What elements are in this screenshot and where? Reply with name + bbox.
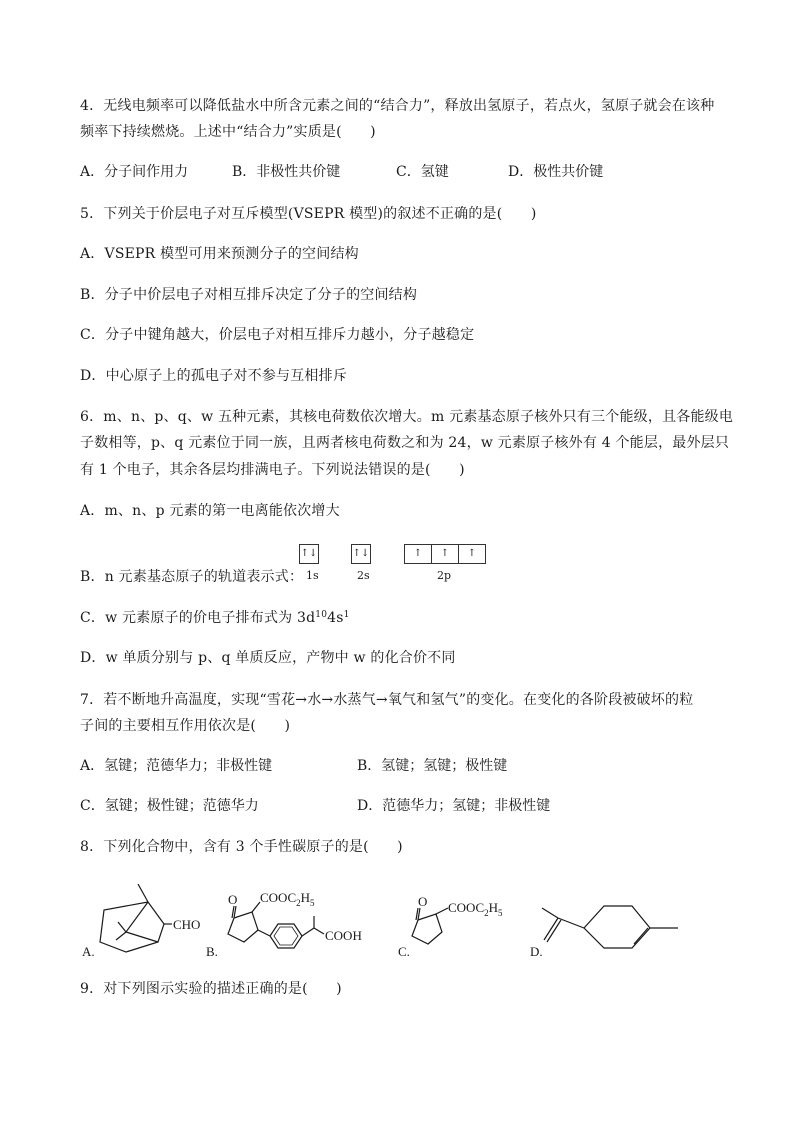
q4-option-a: A．分子间作用力	[80, 164, 189, 180]
structure-b	[204, 890, 394, 966]
q6-option-c-4s: 4s	[327, 610, 344, 626]
q6-option-a: A．m、n、p 元素的第一电离能依次增大	[80, 503, 340, 519]
q5-option-d: D．中心原子上的孤电子对不参与互相排斥	[80, 368, 348, 384]
orbital-cell: ↑↓	[300, 548, 318, 559]
orbital-cell: ↑	[432, 545, 459, 563]
orbital-2p-box	[404, 544, 486, 564]
q7-option-b: B．氢键；氢键；极性键	[357, 758, 508, 774]
q4-option-b: B．非极性共价键	[232, 164, 341, 180]
structure-b-cooh: COOH	[325, 928, 362, 943]
q6-stem-line3: 有 1 个电子，其余各层均排满电子。下列说法错误的是( )	[80, 462, 465, 478]
q6-option-c-sup1: 10	[315, 610, 328, 620]
structure-a	[78, 874, 208, 964]
structure-a-cho: CHO	[173, 917, 201, 932]
structure-d-label: D.	[530, 944, 543, 959]
q9-stem: 9．对下列图示实验的描述正确的是( )	[80, 981, 342, 997]
q6-option-c-sup2: 1	[343, 610, 350, 620]
structure-b-oxygen: O	[228, 892, 238, 907]
structure-b-label: B.	[206, 944, 218, 959]
q7-option-a: A．氢键；范德华力；非极性键	[80, 758, 273, 774]
q5-option-a: A．VSEPR 模型可用来预测分子的空间结构	[80, 246, 359, 262]
structure-c	[396, 894, 526, 966]
structure-d	[528, 900, 688, 966]
q6-option-b: B．n 元素基态原子的轨道表示式：	[80, 569, 304, 585]
structure-a-label: A.	[82, 944, 95, 959]
q6-stem-line2: 子数相等，p、q 元素位于同一族，且两者核电荷数之和为 24，w 元素原子核外有 4 个能层，最外层只	[80, 435, 730, 451]
orbital-cell: ↑↓	[352, 548, 370, 559]
q6-stem-line1: 6．m、n、p、q、w 五种元素，其核电荷数依次增大。m 元素基态原子核外只有三个能级，且各能级电	[80, 409, 734, 425]
q4-stem-line2: 频率下持续燃烧。上述中“结合力”实质是( )	[80, 124, 376, 140]
orbital-1s-label: 1s	[306, 569, 319, 582]
orbital-1s-box	[299, 544, 319, 564]
q7-stem-line1: 7．若不断地升高温度，实现“雪花→水→水蒸气→氧气和氢气”的变化。在变化的各阶段被破坏的粒	[80, 692, 694, 708]
q6-option-c	[80, 609, 350, 627]
orbital-cell: ↑	[405, 545, 432, 563]
q8-stem: 8．下列化合物中，含有 3 个手性碳原子的是( )	[80, 839, 403, 855]
orbital-cell: ↑	[467, 548, 477, 559]
q5-stem: 5．下列关于价层电子对互斥模型(VSEPR 模型)的叙述不正确的是( )	[80, 206, 537, 222]
q4-option-d: D．极性共价键	[508, 164, 604, 180]
q7-option-c: C．氢键；极性键；范德华力	[80, 798, 259, 814]
q4-stem-line1: 4．无线电频率可以降低盐水中所含元素之间的“结合力”，释放出氢原子，若点火，氢原子就会在该种	[80, 98, 715, 114]
structure-c-label: C.	[398, 944, 410, 959]
q7-option-d: D．范德华力；氢键；非极性键	[357, 798, 551, 814]
structure-c-ester: $COOC_2H_5$	[448, 900, 503, 918]
orbital-2s-label: 2s	[357, 569, 370, 582]
q7-stem-line2: 子间的主要相互作用依次是( )	[80, 718, 291, 734]
q5-option-b: B．分子中价层电子对相互排斥决定了分子的空间结构	[80, 287, 418, 303]
q5-option-c: C．分子中键角越大，价层电子对相互排斥力越小，分子越稳定	[80, 327, 475, 343]
q4-option-c: C．氢键	[396, 164, 449, 180]
structure-c-oxygen: O	[418, 894, 428, 909]
q6-option-c-text: C．w 元素原子的价电子排布式为 3d	[80, 610, 316, 626]
structure-b-ester: $COOC_2H_5$	[260, 890, 315, 908]
q6-option-d: D．w 单质分别与 p、q 单质反应，产物中 w 的化合价不同	[80, 650, 456, 666]
orbital-2p-label: 2p	[437, 569, 452, 582]
orbital-2s-box	[351, 544, 371, 564]
